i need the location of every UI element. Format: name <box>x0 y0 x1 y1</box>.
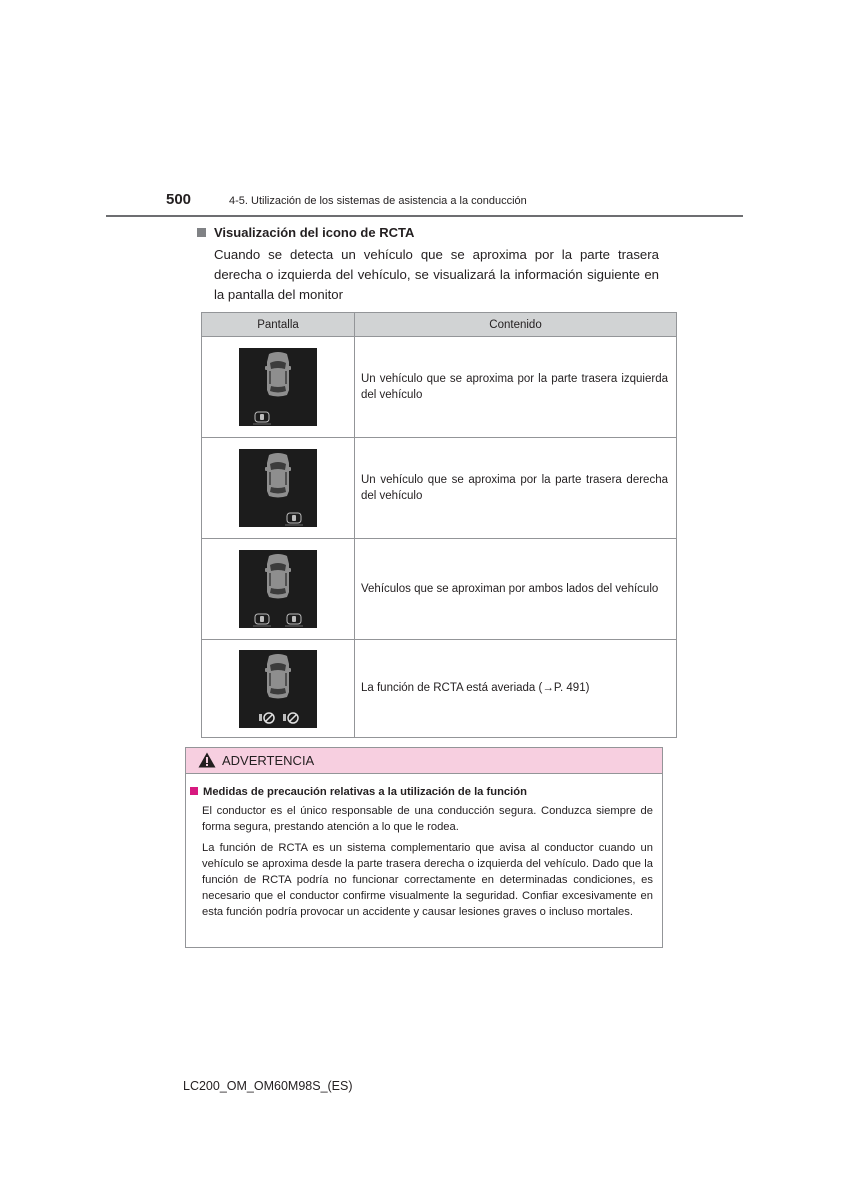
content-cell: Un vehículo que se aproxima por la parte trasera izquierda del vehículo <box>355 337 677 438</box>
warning-paragraph: El conductor es el único responsable de una conducción segura. Conduzca siempre de forma segura, prestando atención a lo que le rodea. <box>202 805 653 833</box>
table-header-row <box>202 313 677 337</box>
content-cell: Un vehículo que se aproxima por la parte trasera derecha del vehículo <box>355 438 677 539</box>
monitor-right-approach-icon <box>239 449 317 527</box>
monitor-left-approach-icon <box>239 348 317 426</box>
table-row <box>202 337 677 438</box>
warning-subheading-text: Medidas de precaución relativas a la utilización de la función <box>203 786 527 798</box>
footer-code: LC200_OM_OM60M98S_(ES) <box>183 1079 353 1093</box>
warning-header-bar <box>186 748 662 774</box>
chapter-title: 4-5. Utilización de los sistemas de asistencia a la conducción <box>229 195 527 207</box>
table-row <box>202 539 677 640</box>
table-row <box>202 640 677 738</box>
content-cell: La función de RCTA está averiada (→P. 491) <box>355 640 677 738</box>
monitor-malfunction-icon <box>239 650 317 728</box>
rcta-icon-table <box>201 312 677 738</box>
section-heading-text: Visualización del icono de RCTA <box>214 225 415 240</box>
warning-paragraph: La función de RCTA es un sistema complementario que avisa al conductor cuando un vehículo se aproxima desde la parte trasera derecha o izquierda del vehículo. Dado que la función de RCTA podría no funcionar correctamente en determinadas condiciones, es necesario que el conductor confirme visualmente la seguridad. Confiar excesivamente en esta función podría provocar un accidente y causar lesiones graves o incluso mortales. <box>202 842 653 918</box>
pink-square-bullet-icon <box>190 787 198 795</box>
intro-paragraph: Cuando se detecta un vehículo que se aproxima por la parte trasera derecha o izquierda del vehículo, se visualizará la información siguiente en la pantalla del monitor <box>214 247 659 302</box>
display-cell <box>202 640 355 738</box>
warning-box <box>185 747 663 948</box>
display-cell <box>202 337 355 438</box>
column-header-display: Pantalla <box>202 313 355 337</box>
page-number: 500 <box>166 191 192 208</box>
display-cell <box>202 438 355 539</box>
warning-subheading <box>190 786 527 798</box>
content-cell: Vehículos que se aproximan por ambos lados del vehículo <box>355 539 677 640</box>
table-row <box>202 438 677 539</box>
display-cell <box>202 539 355 640</box>
section-heading <box>197 225 414 240</box>
monitor-both-sides-approach-icon <box>239 550 317 628</box>
warning-triangle-icon <box>198 752 216 768</box>
column-header-content: Contenido <box>355 313 677 337</box>
header-divider <box>106 215 743 217</box>
gray-square-bullet-icon <box>197 228 206 237</box>
warning-title: ADVERTENCIA <box>222 753 315 768</box>
